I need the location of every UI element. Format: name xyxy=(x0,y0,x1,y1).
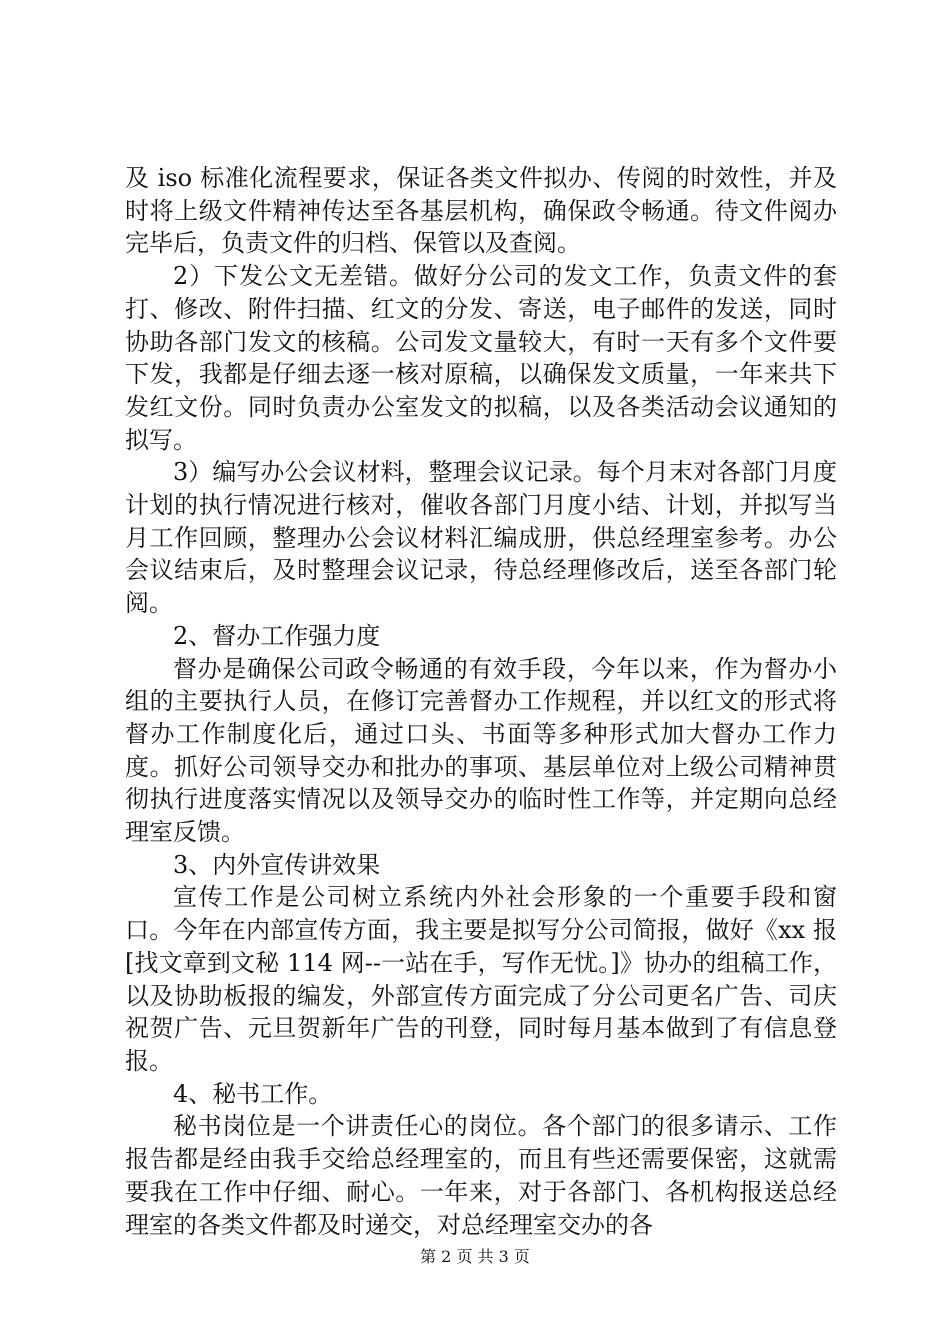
paragraph-supervision: 督办是确保公司政令畅通的有效手段，今年以来，作为督办小组的主要执行人员，在修订完善督办工作规程，并以红文的形式将督办工作制度化后，通过口头、书面等多种形式加大督办工作力度。抓好公司领导交办和批办的事项、基层单位对上级公司精神贯彻执行进度落实情况以及领导交办的临时性工作等，并定期向总经理室反馈。 xyxy=(125,654,837,847)
page-number-footer: 第 2 页 共 3 页 xyxy=(420,1247,530,1266)
paragraph-secretary: 秘书岗位是一个讲责任心的岗位。各个部门的很多请示、工作报告都是经由我手交给总经理室的，而且有些还需要保密，这就需要我在工作中仔细、耐心。一年来，对于各部门、各机构报送总经理室的各类文件都及时递交，对总经理室交办的各 xyxy=(125,1112,837,1239)
paragraph-publicity: 宣传工作是公司树立系统内外社会形象的一个重要手段和窗口。今年在内部宣传方面，我主要是拟写分公司简报，做好《xx 报[找文章到文秘 114 网--一站在手，写作无忧。]》协办的组稿工作，以及协助板报的编发，外部宣传方面完成了分公司更名广告、司庆祝贺广告、元旦贺新年广告的刊登，同时每月基本做到了有信息登报。 xyxy=(125,883,837,1075)
paragraph-continuation: 及 iso 标准化流程要求，保证各类文件拟办、传阅的时效性，并及时将上级文件精神传达至各基层机构，确保政令畅通。待文件阅办完毕后，负责文件的归档、保管以及查阅。 xyxy=(125,164,837,258)
document-body xyxy=(125,162,837,1241)
paragraph-meeting-materials: 3）编写办公会议材料，整理会议记录。每个月末对各部门月度计划的执行情况进行核对，催收各部门月度小结、计划，并拟写当月工作回顾，整理办公会议材料汇编成册，供总经理室参考。办公会议结束后，及时整理会议记录，待总经理修改后，送至各部门轮阅。 xyxy=(125,458,837,618)
section-heading-publicity: 3、内外宣传讲效果 xyxy=(173,850,381,879)
section-heading-supervision: 2、督办工作强力度 xyxy=(173,621,381,650)
section-heading-secretary: 4、秘书工作。 xyxy=(173,1079,333,1108)
paragraph-issue-documents: 2）下发公文无差错。做好分公司的发文工作，负责文件的套打、修改、附件扫描、红文的分发、寄送，电子邮件的发送，同时协助各部门发文的核稿。公司发文量较大，有时一天有多个文件要下发，我都是仔细去逐一核对原稿，以确保发文质量，一年来共下发红文份。同时负责办公室发文的拟稿，以及各类活动会议通知的拟写。 xyxy=(125,262,837,454)
